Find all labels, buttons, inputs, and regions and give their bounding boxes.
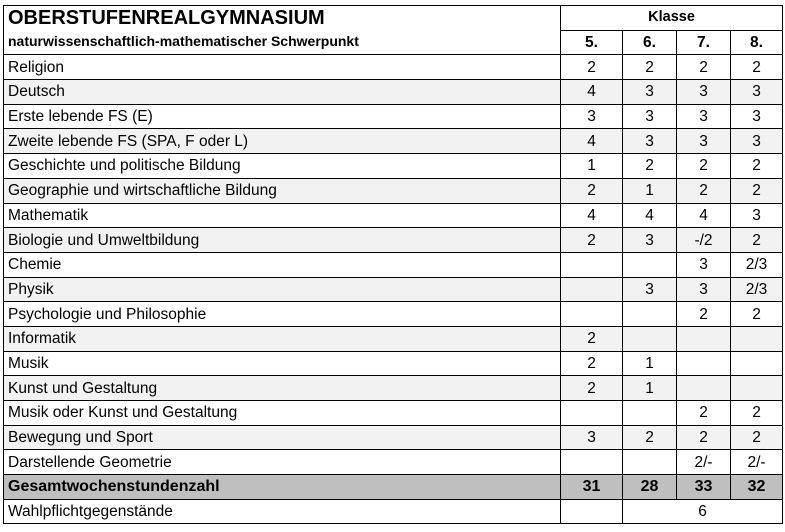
- hours-cell: 2: [731, 302, 783, 327]
- hours-cell: 1: [623, 178, 677, 203]
- table-row: [4, 425, 783, 450]
- total-hours-cell: 33: [677, 475, 731, 500]
- table-row: [4, 326, 783, 351]
- table-row: [4, 351, 783, 376]
- table-row: [4, 302, 783, 327]
- hours-cell: 1: [623, 351, 677, 376]
- subject-name: Musik: [4, 351, 561, 376]
- hours-cell: 2: [561, 351, 623, 376]
- table-row: [4, 228, 783, 253]
- hours-cell: 2/3: [731, 277, 783, 302]
- subject-name: Mathematik: [4, 203, 561, 228]
- subject-name: Zweite lebende FS (SPA, F oder L): [4, 129, 561, 154]
- hours-cell: 3: [623, 80, 677, 105]
- grade-header-6: 6.: [623, 30, 677, 55]
- subject-name: Darstellende Geometrie: [4, 450, 561, 475]
- elective-hours-cell: 6: [623, 499, 783, 524]
- hours-cell: -/2: [677, 228, 731, 253]
- hours-cell: 2: [561, 326, 623, 351]
- hours-cell: 2: [731, 55, 783, 80]
- total-hours-cell: 28: [623, 475, 677, 500]
- hours-cell: 3: [677, 252, 731, 277]
- hours-cell: [623, 252, 677, 277]
- hours-cell: 3: [731, 203, 783, 228]
- subject-name: Psychologie und Philosophie: [4, 302, 561, 327]
- subject-name: Musik oder Kunst und Gestaltung: [4, 401, 561, 426]
- hours-cell: 2: [561, 55, 623, 80]
- table-row: [4, 252, 783, 277]
- subject-name: Kunst und Gestaltung: [4, 376, 561, 401]
- hours-cell: 4: [677, 203, 731, 228]
- hours-cell: 2: [731, 228, 783, 253]
- total-row: [4, 475, 783, 500]
- table-row: [4, 203, 783, 228]
- hours-cell: 2/3: [731, 252, 783, 277]
- hours-cell: 2: [623, 55, 677, 80]
- hours-cell: [623, 401, 677, 426]
- hours-cell: [561, 401, 623, 426]
- hours-cell: 2/-: [731, 450, 783, 475]
- table-row: [4, 154, 783, 179]
- hours-cell: 2/-: [677, 450, 731, 475]
- hours-cell: 3: [623, 129, 677, 154]
- hours-cell: 1: [561, 154, 623, 179]
- subject-name: Bewegung und Sport: [4, 425, 561, 450]
- grade-header-5: 5.: [561, 30, 623, 55]
- total-hours-cell: 32: [731, 475, 783, 500]
- page-subtitle: naturwissenschaftlich-mathematischer Schwerpunkt: [4, 30, 561, 55]
- hours-cell: 2: [561, 178, 623, 203]
- klasse-header: Klasse: [561, 6, 783, 31]
- hours-cell: [561, 277, 623, 302]
- hours-cell: 2: [677, 178, 731, 203]
- hours-cell: 3: [677, 129, 731, 154]
- hours-cell: [623, 302, 677, 327]
- hours-cell: 2: [561, 376, 623, 401]
- hours-cell: 2: [731, 154, 783, 179]
- page-title: OBERSTUFENREALGYMNASIUM: [4, 6, 561, 31]
- hours-cell: [623, 326, 677, 351]
- hours-cell: [561, 450, 623, 475]
- hours-cell: 3: [731, 80, 783, 105]
- elective-label: Wahlpflichtgegenstände: [4, 499, 561, 524]
- total-label: Gesamtwochenstundenzahl: [4, 475, 561, 500]
- hours-cell: 3: [731, 129, 783, 154]
- hours-cell: 4: [623, 203, 677, 228]
- hours-cell: 2: [623, 425, 677, 450]
- table-row: [4, 376, 783, 401]
- table-row: [4, 129, 783, 154]
- total-hours-cell: 31: [561, 475, 623, 500]
- subject-name: Biologie und Umweltbildung: [4, 228, 561, 253]
- table-row: [4, 55, 783, 80]
- hours-cell: 4: [561, 129, 623, 154]
- hours-cell: 2: [731, 425, 783, 450]
- hours-cell: 2: [677, 55, 731, 80]
- hours-cell: [731, 376, 783, 401]
- elective-row: [4, 499, 783, 524]
- hours-cell: 2: [731, 178, 783, 203]
- hours-cell: [623, 450, 677, 475]
- hours-cell: 3: [731, 104, 783, 129]
- hours-cell: 3: [561, 104, 623, 129]
- table-row: [4, 401, 783, 426]
- curriculum-table: [3, 5, 783, 524]
- hours-cell: [561, 302, 623, 327]
- hours-cell: 2: [677, 154, 731, 179]
- hours-cell: 4: [561, 80, 623, 105]
- hours-cell: 3: [561, 425, 623, 450]
- table-row: [4, 104, 783, 129]
- hours-cell: [731, 326, 783, 351]
- hours-cell: 3: [623, 104, 677, 129]
- hours-cell: 3: [623, 277, 677, 302]
- table-row: [4, 277, 783, 302]
- subject-name: Informatik: [4, 326, 561, 351]
- hours-cell: 3: [677, 104, 731, 129]
- grade-header-8: 8.: [731, 30, 783, 55]
- hours-cell: 2: [677, 302, 731, 327]
- hours-cell: 4: [561, 203, 623, 228]
- subject-name: Chemie: [4, 252, 561, 277]
- hours-cell: [731, 351, 783, 376]
- hours-cell: 2: [731, 401, 783, 426]
- table-row: [4, 80, 783, 105]
- grade-header-7: 7.: [677, 30, 731, 55]
- hours-cell: 3: [677, 80, 731, 105]
- hours-cell: 3: [677, 277, 731, 302]
- subject-name: Geographie und wirtschaftliche Bildung: [4, 178, 561, 203]
- elective-grade5-cell: [561, 499, 623, 524]
- hours-cell: 2: [677, 401, 731, 426]
- subject-name: Erste lebende FS (E): [4, 104, 561, 129]
- subject-name: Deutsch: [4, 80, 561, 105]
- hours-cell: 2: [561, 228, 623, 253]
- hours-cell: [677, 351, 731, 376]
- table-row: [4, 178, 783, 203]
- subject-name: Physik: [4, 277, 561, 302]
- hours-cell: 1: [623, 376, 677, 401]
- hours-cell: [561, 252, 623, 277]
- hours-cell: 3: [623, 228, 677, 253]
- hours-cell: 2: [623, 154, 677, 179]
- table-row: [4, 450, 783, 475]
- hours-cell: [677, 326, 731, 351]
- subject-name: Religion: [4, 55, 561, 80]
- hours-cell: 2: [677, 425, 731, 450]
- subject-name: Geschichte und politische Bildung: [4, 154, 561, 179]
- hours-cell: [677, 376, 731, 401]
